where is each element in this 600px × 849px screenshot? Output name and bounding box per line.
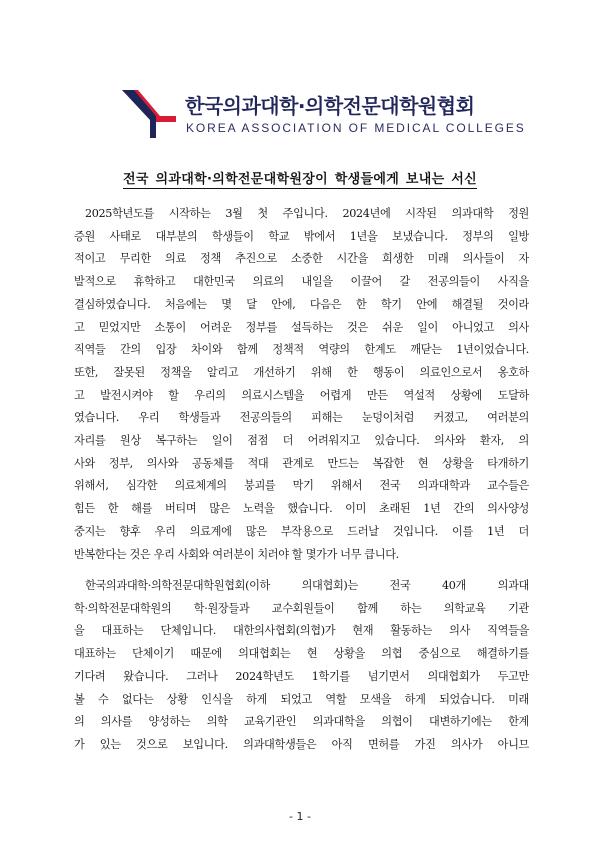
kamc-logo-mark-icon — [120, 86, 176, 142]
paragraph-line: 위해서, 심각한 의료체계의 붕괴를 막기 위해서 전국 의과대학과 교수들은 — [74, 479, 529, 493]
letter-paragraph-1 — [74, 203, 529, 566]
paragraph-line: 증원 사태로 대부분의 학생들이 학교 밖에서 1년을 보냈습니다. 정부의 일방 — [74, 229, 529, 243]
paragraph-line: 발적으로 휴학하고 대한민국 의료의 내일을 이끌어 갈 전공의들이 사직을 — [74, 275, 529, 289]
document-title — [0, 168, 600, 187]
paragraph-line: 적이고 무리한 의료 정책 추진으로 소중한 시간을 희생한 미래 의사들이 자 — [74, 252, 529, 266]
paragraph-line: 가 있는 것으로 보입니다. 의과대학생들은 아직 면허를 가진 의사가 아니므 — [74, 737, 529, 751]
paragraph-line: 사와 정부, 의사와 공동체를 적대 관계로 만드는 복잡한 현 상황을 타개하기 — [74, 456, 529, 470]
association-logo — [120, 86, 526, 142]
paragraph-line: 볼 수 없다는 상황 인식을 하게 되었고 역할 모색을 하게 되었습니다. 미래 — [74, 692, 529, 706]
org-name-korean: 한국의과대학·의학전문대학원협회 — [185, 94, 475, 118]
paragraph-line: 학·의학전문대학원의 학·원장들과 교수회원들이 함께 하는 의학교육 기관 — [74, 601, 529, 615]
paragraph-line: 고 믿었지만 소통이 어려운 정부를 설득하는 것은 쉬운 일이 아니었고 의사 — [74, 320, 529, 334]
page-number: - 1 - — [289, 810, 311, 823]
org-name-english: KOREA ASSOCIATION OF MEDICAL COLLEGES — [186, 121, 526, 135]
paragraph-line: 직역들 간의 입장 차이와 함께 정책적 역량의 한계도 깨닫는 1년이었습니다. — [74, 343, 529, 357]
paragraph-line: 대표하는 단체이기 때문에 의대협회는 현 상황을 의협 중심으로 해결하기를 — [74, 647, 529, 661]
paragraph-line: 의 의사를 양성하는 의학 교육기관인 의과대학을 의협이 대변하기에는 한계 — [74, 715, 529, 729]
paragraph-line: 중지는 향후 우리 의료계에 많은 부작용으로 드러날 것입니다. 이를 1년 더 — [74, 524, 529, 538]
paragraph-line: 기다려 왔습니다. 그러나 2024학년도 1학기를 넘기면서 의대협회가 두고만 — [74, 669, 529, 683]
paragraph-line: 반복한다는 것은 우리 사회와 여러분이 치러야 할 몇가가 너무 큽니다. — [74, 547, 399, 561]
paragraph-line: 결심하였습니다. 처음에는 몇 달 안에, 다음은 한 학기 안에 해결될 것이라 — [74, 297, 529, 311]
letter-paragraph-2 — [74, 575, 529, 757]
paragraph-line: 2025학년도를 시작하는 3월 첫 주입니다. 2024년에 시작된 의과대학 정원 — [85, 207, 529, 220]
paragraph-line: 자리를 원상 복구하는 일이 점점 더 어려워지고 있습니다. 의사와 환자, 의 — [74, 434, 529, 448]
paragraph-line: 였습니다. 우리 학생들과 전공의들의 피해는 눈덩이처럼 커졌고, 여러분의 — [74, 411, 529, 425]
paragraph-line: 또한, 잘못된 정책을 알리고 개선하기 위해 한 행동이 의료인으로서 옹호하 — [74, 365, 529, 379]
paragraph-line: 한국의과대학·의학전문대학원협회(이하 의대협회)는 전국 40개 의과대 — [85, 579, 529, 592]
paragraph-line: 힘든 한 해를 버티며 많은 노력을 했습니다. 이미 초래된 1년 간의 의사양성 — [74, 502, 529, 516]
paragraph-line: 고 발전시켜야 할 우리의 의료시스템을 어렵게 만든 역설적 상황에 도달하 — [74, 388, 529, 402]
paragraph-line: 을 대표하는 단체입니다. 대한의사협회(의협)가 현재 활동하는 의사 직역들을 — [74, 624, 529, 638]
document-title-text: 전국 의과대학·의학전문대학원장이 학생들에게 보내는 서신 — [123, 172, 477, 187]
